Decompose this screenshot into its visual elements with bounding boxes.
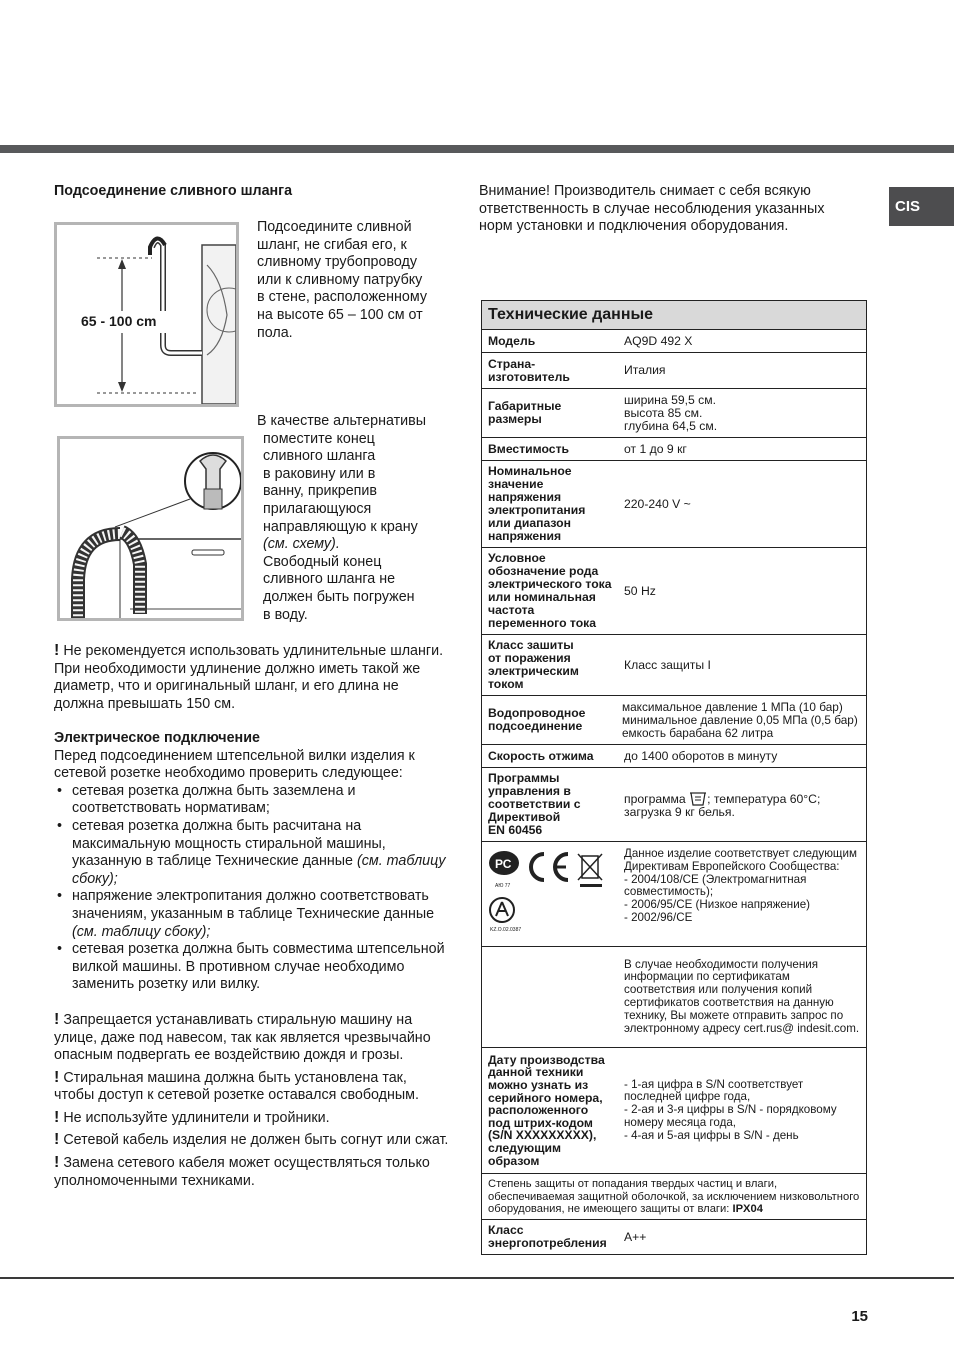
drain-height-label: 65 - 100 cm [81,313,157,329]
table-row: Программы управления в соответствии с Директивой EN 60456 программа ; температура 60°С; загрузка 9 кг белья. [482,768,866,842]
electric-heading: Электрическое подключение [54,730,260,746]
pct-code: АЮ 77 [495,883,511,889]
safety-note: ! Сетевой кабель изделия не должен быть согнут или сжат. [54,1131,449,1149]
warning-mark: ! [54,642,60,659]
extension-note: ! Не рекомендуется использовать удлинительные шланги. При необходимости удлинение должно иметь такой же диаметр, что и оригинальный шланг, и его длина не должна превышать 150 см. [54,642,444,712]
safety-note: ! Не используйте удлинители и тройники. [54,1108,330,1126]
electric-checklist [54,783,449,994]
sink-drain-figure [57,436,244,621]
table-title: Технические данные [482,301,866,330]
safety-note: ! Запрещается устанавливать стиральную машину на улице, даже под навесом, так как является чрезвычайно опасным подвергать ее воздействию дождя и грозы. [54,1010,431,1064]
table-row: Водопроводное подсоединение максимальное давление 1 МПа (10 бар) минимальное давление 0,05 МПа (0,5 бар) емкость барабана 62 литра [482,696,866,745]
table-row: Габаритные размеры ширина 59,5 см. высота 85 см. глубина 64,5 см. [482,389,866,438]
page-number: 15 [851,1308,868,1325]
electric-intro: Перед подсоединением штепсельной вилки изделия к сетевой розетке необходимо проверить следующее: [54,747,415,782]
list-item: • сетевая розетка должна быть совместима штепсельной вилкой машины. В противном случае необходимо заменить розетку или вилку. [54,941,449,994]
kz-code: KZ.O.02.0387 [490,927,522,933]
table-row: Страна- изготовитель Италия [482,353,866,389]
table-row: В случае необходимости получения информации по сертификатам соответствия или получения копий сертификатов соответствия на данную технику, Вы можете отправить запрос по электронному адресу cert.rus@ indesit.com. [482,947,866,1048]
list-item: • напряжение электропитания должно соответствовать значениям, указанным в таблице Технические данные (см. таблицу сбоку); [54,888,449,941]
table-row: РС АЮ 77 KZ.O.02.0387 Данное изделие соответствует следующим Директивам Европейского Сообщества: - 2004/108/CE (Электромагнитная совместимость); - 2006/95/CE (Низкое напряжение) - 2002/96/CE [482,842,866,947]
table-row: Класс энергопотребления A++ [488,1223,647,1250]
safety-note: ! Замена сетевого кабеля может осуществляться только уполномоченными техниками. [54,1154,430,1189]
wash-program-icon [689,790,707,806]
sink-drain-instructions: В качестве альтернативы поместите конец сливного шланга в раковину или в ванну, прикрепив прилагающуюся направляющую к крану (см. схему). Свободный конец сливного шланга не должен быть погружен в воду. [257,413,427,623]
table-row: Степень защиты от попадания твердых частиц и влаги, обеспечиваемая защитной оболочкой, за исключением низковольтного оборудования, не имеющего защиты от влаги: IPX04 [482,1174,866,1220]
certification-marks [482,842,616,946]
electric-section [54,730,449,1194]
table-row: Условное обозначение рода электрического тока или номинальная частота переменного тока 50 Hz [482,548,866,635]
svg-text:РС: РС [495,857,512,871]
table-row: Модель AQ9D 492 X [482,330,866,353]
technical-data-table [481,300,867,1255]
drain-heading: Подсоединение сливного шланга [54,183,293,199]
drain-height-figure [54,222,239,407]
bottom-rule [0,1277,954,1279]
sink-drain-illustration [60,439,241,618]
list-item: • сетевая розетка должна быть расчитана на максимальную мощность стиральной машины, указанную в таблице Технические данные (см. таблицу сбоку); [54,818,449,888]
table-row: Номинальное значение напряжения электропитания или диапазон напряжения 220-240 V ~ [482,461,866,548]
language-tab: CIS [889,187,954,226]
top-rule [0,145,954,153]
safety-note: ! Стиральная машина должна быть установлена так, чтобы доступ к сетевой розетке оставался свободным. [54,1068,419,1104]
table-row: Дату производства данной техники можно узнать из серийного номера, расположенного под штрих-кодом (S/N XXXXXXXXX), следующим образом - 1-ая цифра в S/N соответствует последней цифре года, - 2-ая и 3-я цифры в S/N - порядковому номеру месяца года, - 4-ая и 5-ая цифры в S/N - день [482,1048,866,1174]
drain-instructions: Подсоедините сливной шланг, не сгибая его, к сливному трубопроводу или к сливному патрубку в стене, расположенному на высоте 65 – 100 см от пола. [257,219,427,341]
manufacturer-warning: Внимание! Производитель снимает с себя всякую ответственность в случае несоблюдения указанных норм установки и подключения оборудования. [479,183,825,235]
table-row: Скорость отжима до 1400 оборотов в минуту [482,745,866,768]
table-row: Вместимость от 1 до 9 кг [482,438,866,461]
table-row: Класс зашиты от поражения электрическим током Класс защиты I [482,635,866,696]
list-item: • сетевая розетка должна быть заземлена и соответствовать нормативам; [54,783,449,818]
